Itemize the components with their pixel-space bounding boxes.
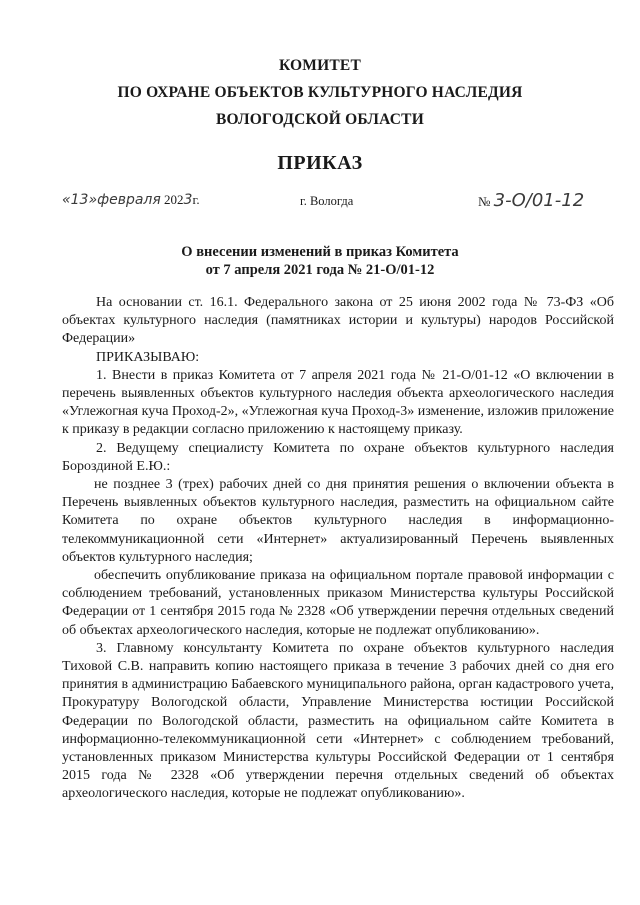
date-year-unit: г. — [192, 192, 200, 207]
number-prefix: № — [478, 194, 491, 209]
document-subject — [0, 243, 640, 279]
subject-line-2: от 7 апреля 2021 года № 21-О/01-12 — [205, 262, 435, 278]
order-item-1: 1. Внести в приказ Комитета от 7 апреля 2021 года № 21-О/01-12 «О включении в перечень выявленных объектов культурного наследия объекта археологического наследия «Углежогная куча Проход-2», «Углежогная куча Проход-3» изменение, изложив приложение к приказу в редакции согласно приложению к настоящему приказу. — [62, 367, 614, 438]
preamble-paragraph: На основании ст. 16.1. Федерального закона от 25 июня 2002 года № 73-ФЗ «Об объектах культурного наследия (памятниках истории и культуры) народов Российской Федерации» — [62, 295, 614, 347]
issuer-line-3: ВОЛОГОДСКОЙ ОБЛАСТИ — [216, 111, 424, 128]
order-item-3: 3. Главному консультанту Комитета по охране объектов культурного наследия Тиховой С.В. направить копию настоящего приказа в течение 3 рабочих дней со дня его принятия в администрацию Бабаевского муниципального района, орган кадастрового учета, Прокуратуру Вологодской области, Управление Министерства юстиции Российской Федерации по Вологодской области, разместить на официальном сайте Комитета в информационно-телекоммуникационной сети «Интернет» с соблюдением требований, установленных приказом Министерства культуры Российской Федерации от 1 сентября 2015 года № 2328 «Об утверждении перечня отдельных сведений об объектах археологического наследия, которые не подлежат опубликованию». — [62, 640, 614, 802]
subject-line-1: О внесении изменений в приказ Комитета — [181, 244, 459, 260]
issuer-line-1: КОМИТЕТ — [278, 57, 361, 74]
date-month: февраля — [97, 192, 161, 208]
order-item-2: 2. Ведущему специалисту Комитета по охране объектов культурного наследия Бороздиной Е.Ю.: — [62, 440, 614, 474]
document-number — [478, 190, 584, 211]
number-value: 3-О/01-12 — [493, 190, 585, 211]
document-body — [62, 294, 614, 804]
order-item-2a: не позднее 3 (трех) рабочих дней со дня принятия решения о включении объекта в Перечень выявленных объектов культурного наследия, разместить на официальном сайте Комитета по охране объектов культурного наследия в информационно-телекоммуникационной сети «Интернет» актуализированный Перечень выявленных объектов культурного наследия; — [62, 477, 614, 565]
issuer-header — [0, 52, 640, 133]
order-word: ПРИКАЗЫВАЮ: — [96, 349, 200, 365]
document-type-title: ПРИКАЗ — [277, 152, 363, 174]
issuer-line-2: ПО ОХРАНЕ ОБЪЕКТОВ КУЛЬТУРНОГО НАСЛЕДИЯ — [117, 84, 523, 101]
order-item-2b: обеспечить опубликование приказа на официальном портале правовой информации с соблюдением требований, установленных приказом Министерства культуры Российской Федерации от 1 сентября 2015 года № 2328 «Об утверждении перечня отдельных сведений об объектах археологического наследия, которые не подлежат опубликованию». — [62, 568, 614, 638]
document-city: г. Вологда — [300, 194, 354, 208]
date-year-prefix: 202 — [164, 192, 184, 207]
date-day: «13» — [62, 192, 98, 208]
document-date — [62, 192, 200, 208]
date-year-suffix: 3 — [183, 192, 193, 208]
